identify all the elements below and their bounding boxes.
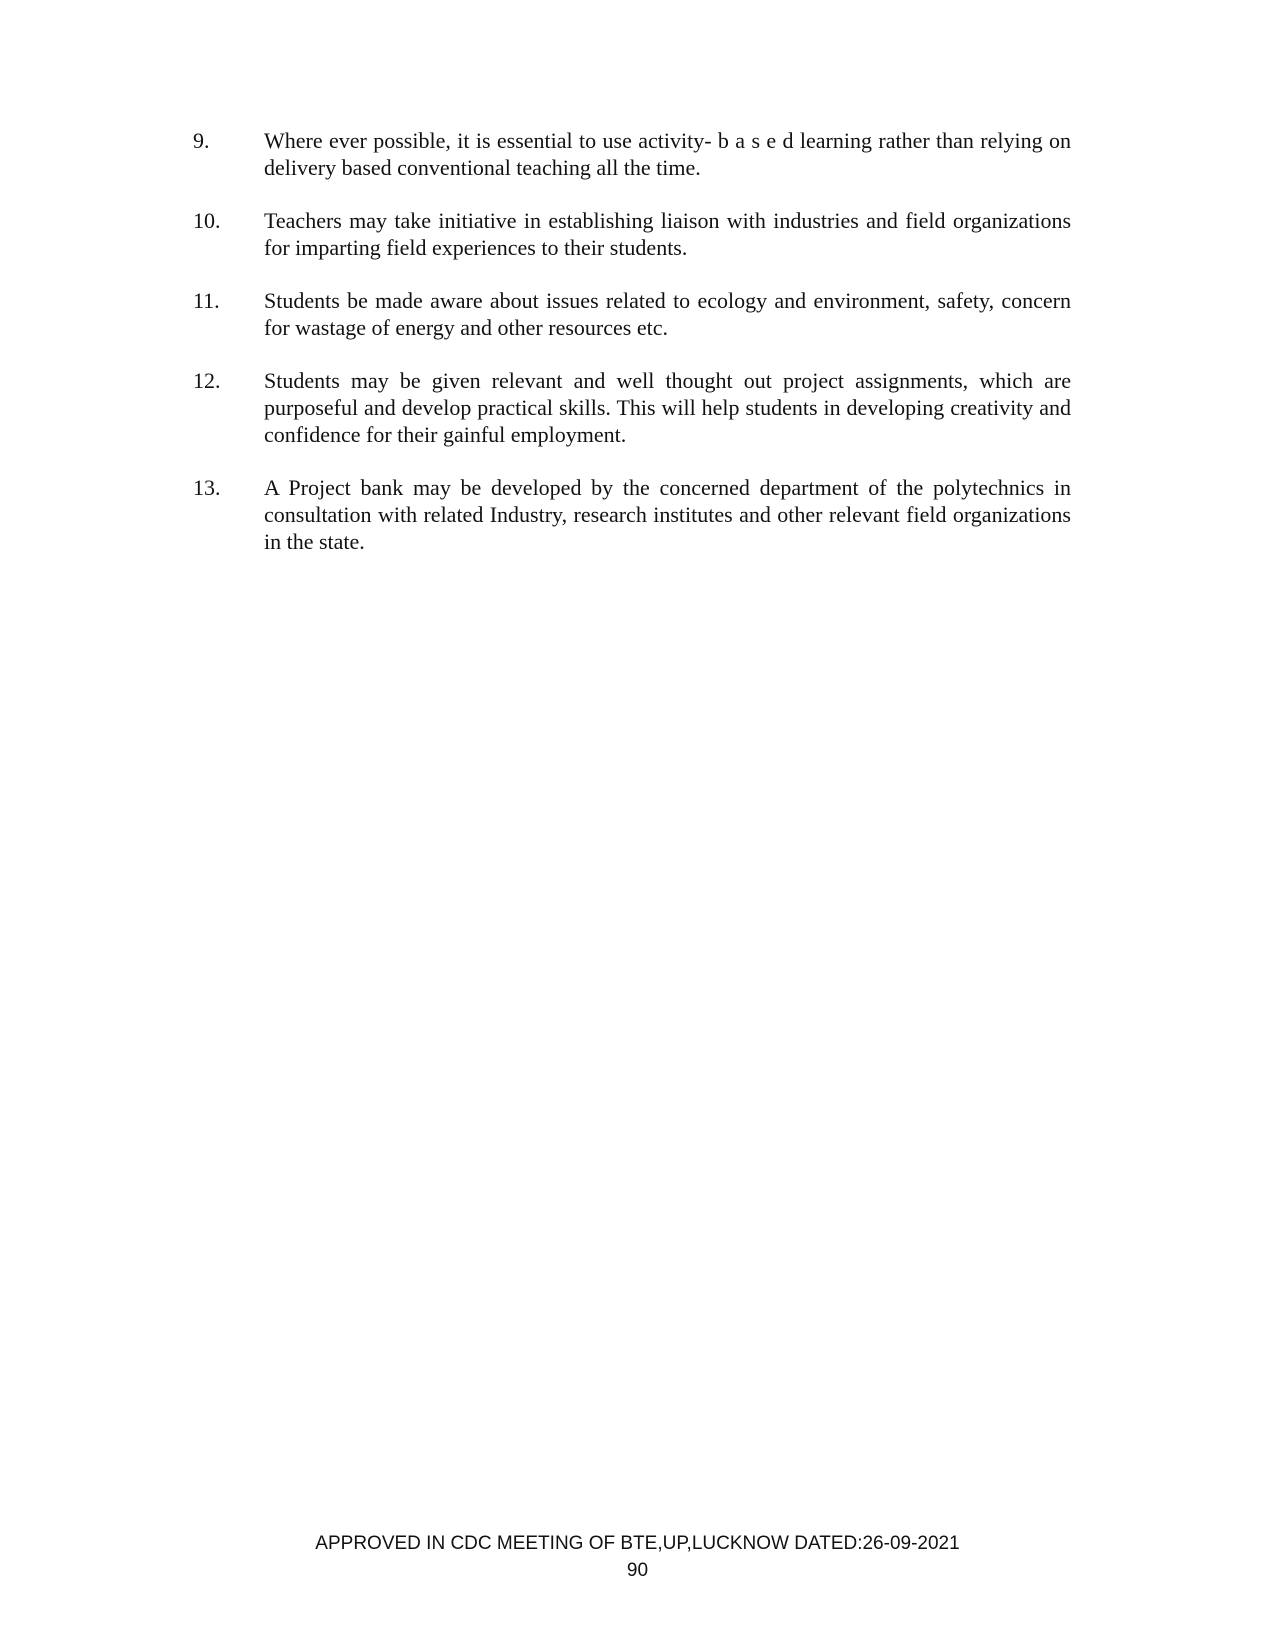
list-item-number: 13. bbox=[193, 475, 221, 500]
list-item-text: Where ever possible, it is essential to use activity- b a s e d learning rather than relying on delivery based conventional teaching all the time. bbox=[264, 128, 1071, 180]
footer-approval-text: APPROVED IN CDC MEETING OF BTE,UP,LUCKNOW DATED:26-09-2021 bbox=[315, 1533, 960, 1554]
numbered-list bbox=[193, 127, 1071, 581]
list-item-text: Students may be given relevant and well thought out project assignments, which are purposeful and develop practical skills. This will help students in developing creativity and confidence for their gainful employment. bbox=[264, 368, 1071, 447]
list-item-10 bbox=[193, 207, 1071, 261]
list-item-text: Students be made aware about issues related to ecology and environment, safety, concern for wastage of energy and other resources etc. bbox=[264, 288, 1071, 340]
list-item-13 bbox=[193, 474, 1071, 555]
list-item-text: A Project bank may be developed by the concerned department of the polytechnics in consultation with related Industry, research institutes and other relevant field organizations in the state. bbox=[264, 475, 1071, 554]
list-item-text: Teachers may take initiative in establishing liaison with industries and field organizations for imparting field experiences to their students. bbox=[264, 208, 1071, 260]
list-item-number: 11. bbox=[193, 288, 220, 313]
list-item-number: 9. bbox=[193, 128, 210, 153]
page-number: 90 bbox=[626, 1560, 649, 1581]
list-item-9 bbox=[193, 127, 1071, 181]
list-item-11 bbox=[193, 287, 1071, 341]
list-item-number: 10. bbox=[193, 208, 221, 233]
list-item-number: 12. bbox=[193, 368, 221, 393]
list-item-12 bbox=[193, 367, 1071, 448]
